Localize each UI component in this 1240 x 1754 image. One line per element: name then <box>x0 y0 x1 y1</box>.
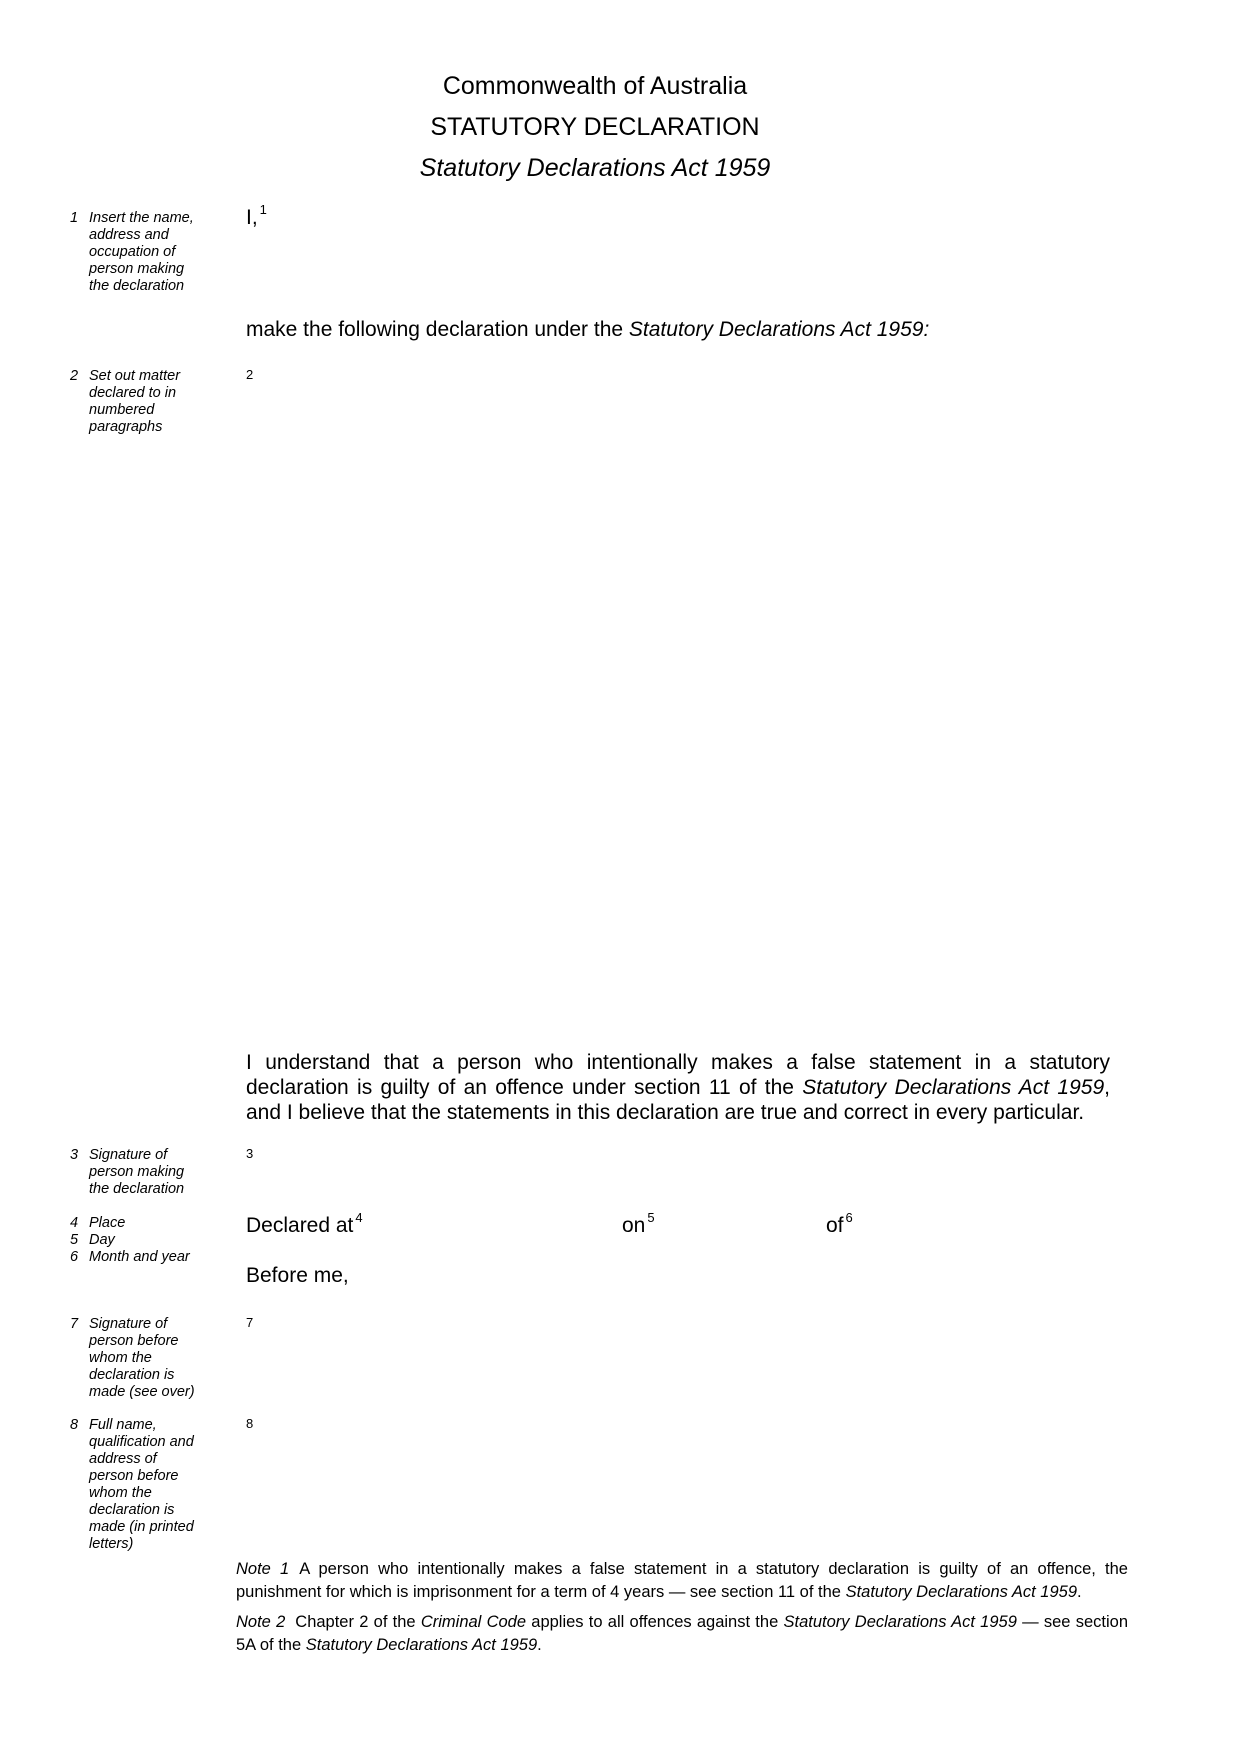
witness-name-ref: 8 <box>246 1416 254 1431</box>
matter-declared-area[interactable] <box>246 367 1110 1027</box>
note-1: Note 1 A person who intentionally makes a false statement in a statutory declaration is guilty of an offence, the punishment for which is imprisonment for a term of 4 years — see section 11 of the Statutory Declarations Act 1959. <box>236 1560 1128 1601</box>
margin-note-456-numbers: 4 5 6 <box>70 1215 79 1265</box>
declarant-label: I, <box>246 206 258 229</box>
margin-note-3: Signature of person making the declaration <box>89 1147 185 1197</box>
declared-of-field[interactable]: of $^6$ <box>826 1210 853 1237</box>
margin-note-7: Signature of person before whom the declaration is made (see over) <box>89 1316 195 1400</box>
declared-on-field[interactable]: on $^5$ <box>622 1210 655 1237</box>
margin-note-1: Insert the name, address and occupation of person making the declaration <box>89 210 194 294</box>
margin-note-8-number: 8 <box>70 1417 79 1433</box>
understanding-paragraph: I understand that a person who intentionally makes a false statement in a statutory declaration is guilty of an offence under section 11 of the Statutory Declarations Act 1959, and I believe that the statements in this declaration are true and correct in every particular. <box>246 1051 1110 1124</box>
note-2: Note 2 Chapter 2 of the Criminal Code applies to all offences against the Statutory Declarations Act 1959 — see section 5A of the Statutory Declarations Act 1959. <box>236 1613 1129 1654</box>
declared-at-field[interactable]: Declared at $^4$ <box>246 1210 363 1237</box>
margin-note-2: Set out matter declared to in numbered paragraphs <box>89 368 181 435</box>
witness-signature-field[interactable] <box>246 1315 846 1395</box>
header-line-act: Statutory Declarations Act 1959 <box>419 154 771 182</box>
declarant-ref: 1 <box>259 202 267 217</box>
margin-note-8: Full name, qualification and address of person before whom the declaration is made (in printed letters) <box>89 1417 194 1552</box>
make-declaration-line: make the following declaration under the Statutory Declarations Act 1959: <box>246 318 930 341</box>
witness-signature-ref: 7 <box>246 1315 254 1330</box>
signature-ref: 3 <box>246 1146 254 1161</box>
margin-note-1-number: 1 <box>70 210 79 226</box>
margin-note-7-number: 7 <box>70 1316 79 1332</box>
matter-ref: 2 <box>246 367 254 382</box>
before-me-label: Before me, <box>246 1264 349 1287</box>
header-line-title: STATUTORY DECLARATION <box>430 113 760 141</box>
header-line-commonwealth: Commonwealth of Australia <box>442 72 748 100</box>
declarant-signature-field[interactable] <box>246 1146 846 1206</box>
margin-note-2-number: 2 <box>70 368 79 384</box>
margin-note-456: Place Day Month and year <box>89 1215 190 1265</box>
witness-name-field[interactable] <box>246 1416 846 1546</box>
declarant-field[interactable] <box>246 202 267 230</box>
margin-note-3-number: 3 <box>70 1147 79 1163</box>
